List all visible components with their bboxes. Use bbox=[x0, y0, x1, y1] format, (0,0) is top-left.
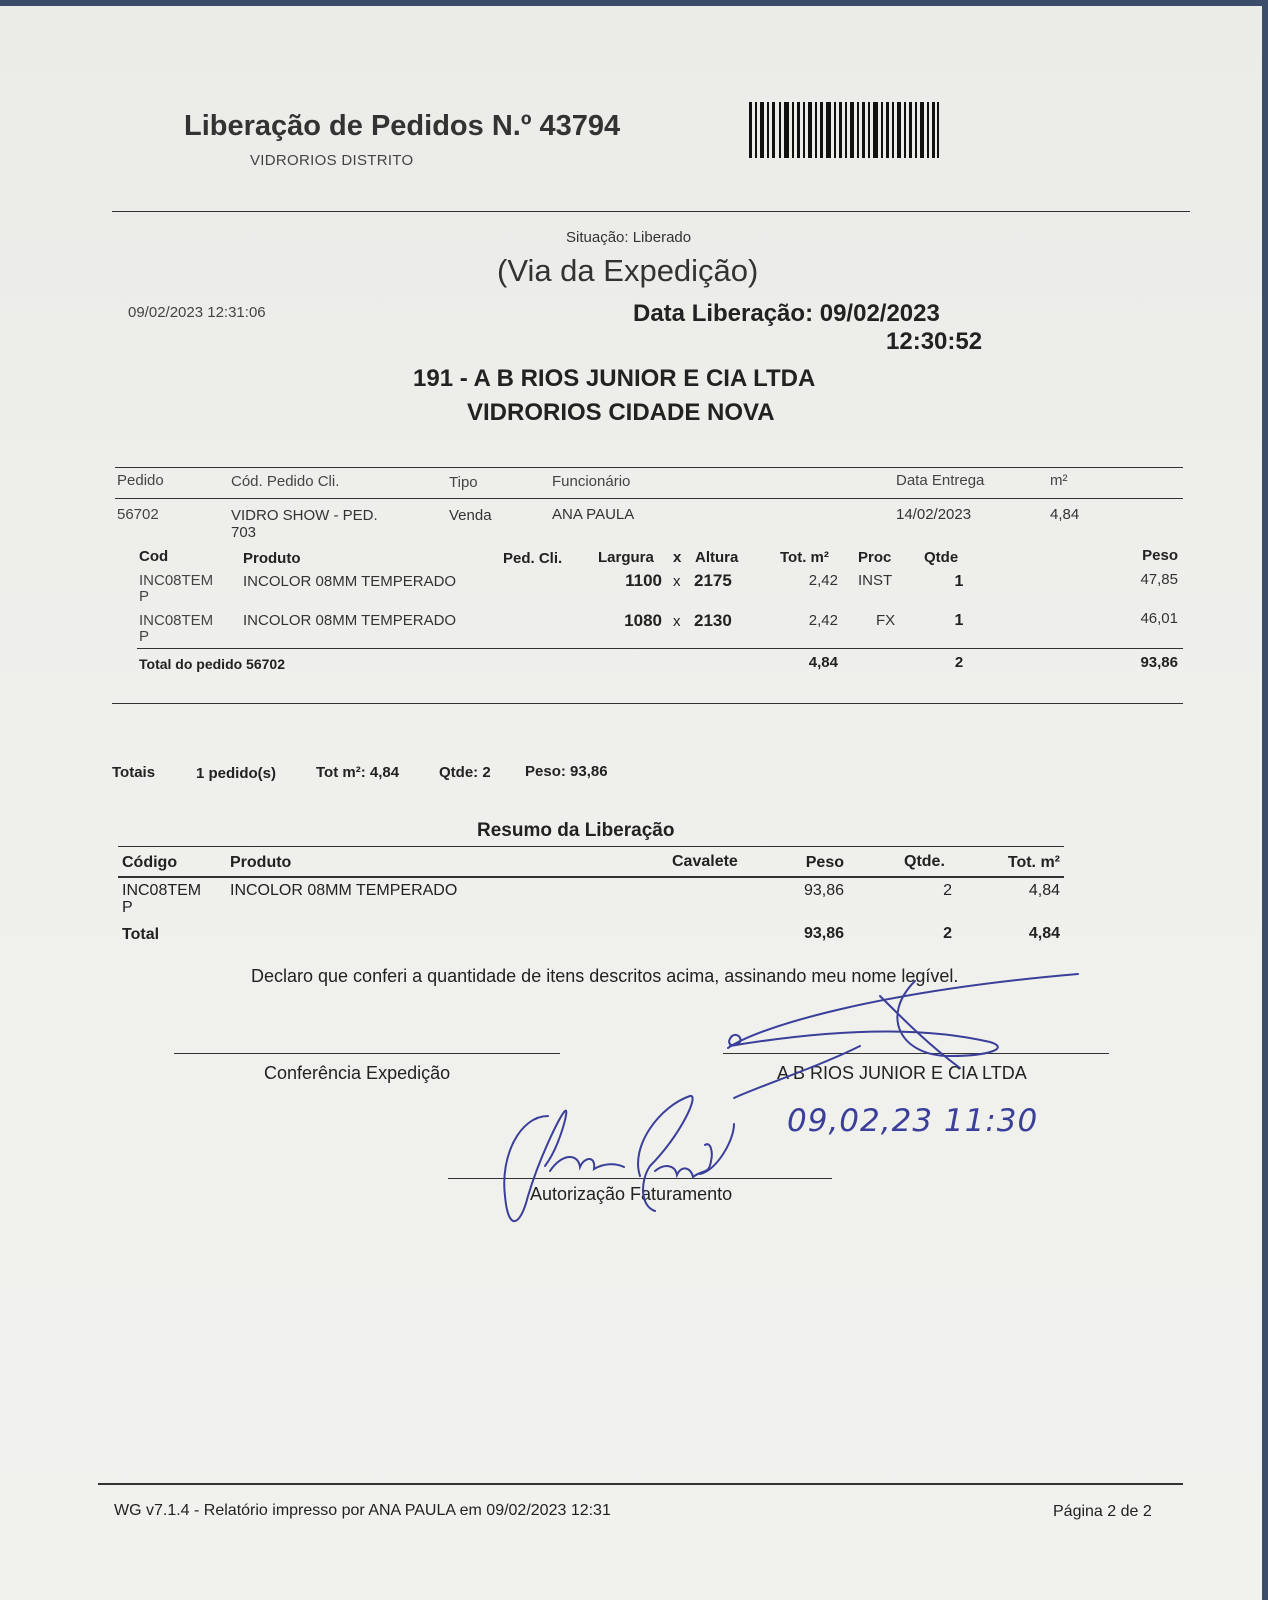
empresa-label: A B RIOS JUNIOR E CIA LTDA bbox=[777, 1063, 1027, 1083]
item-largura: 1080 bbox=[624, 611, 662, 630]
summary-qtde-header: Qtde. bbox=[904, 853, 945, 870]
order-header-rule bbox=[115, 498, 1183, 499]
order-table-top-rule bbox=[115, 467, 1183, 468]
col-funcionario-header: Funcionário bbox=[552, 473, 631, 490]
summary-peso: 93,86 bbox=[803, 882, 844, 899]
summary-header-rule bbox=[118, 876, 1064, 878]
item-x: x bbox=[673, 613, 681, 630]
item-x: x bbox=[673, 573, 681, 590]
header-divider bbox=[112, 211, 1190, 212]
page-number: Página 2 de 2 bbox=[1053, 1503, 1152, 1520]
item-qtde-header: Qtde bbox=[924, 549, 959, 566]
item-cod-cont: P bbox=[139, 588, 150, 605]
item-tot-m2: 2,42 bbox=[808, 572, 838, 589]
summary-codigo-header: Código bbox=[122, 854, 178, 871]
summary-title: Resumo da Liberação bbox=[477, 820, 675, 841]
col-data-entrega-header: Data Entrega bbox=[896, 472, 985, 489]
col-pedido-header: Pedido bbox=[117, 472, 164, 489]
item-altura: 2175 bbox=[694, 571, 732, 590]
status-label: Situação: Liberado bbox=[566, 229, 692, 246]
summary-qtde: 2 bbox=[943, 882, 952, 899]
order-table-bottom-rule bbox=[112, 703, 1183, 704]
order-cod-pedido: VIDRO SHOW - PED. bbox=[231, 507, 378, 524]
document-title: Liberação de Pedidos N.º 43794 bbox=[184, 110, 621, 142]
item-qtde: 1 bbox=[954, 573, 964, 590]
summary-total-peso: 93,86 bbox=[803, 925, 844, 942]
printed-timestamp: 09/02/2023 12:31:06 bbox=[128, 304, 266, 321]
item-peso-header: Peso bbox=[1142, 547, 1178, 564]
item-tot-m2-header: Tot. m² bbox=[780, 549, 829, 566]
summary-produto-header: Produto bbox=[230, 854, 292, 871]
order-total-qtde: 2 bbox=[954, 654, 964, 671]
item-ped-cli-header: Ped. Cli. bbox=[503, 550, 563, 567]
summary-tot-m2-header: Tot. m² bbox=[1007, 854, 1060, 871]
summary-tot-m2: 4,84 bbox=[1028, 882, 1060, 899]
conferencia-label: Conferência Expedição bbox=[264, 1063, 451, 1083]
company-subtitle: VIDRORIOS DISTRITO bbox=[250, 152, 414, 169]
summary-codigo: INC08TEM bbox=[122, 882, 202, 899]
item-altura: 2130 bbox=[694, 611, 732, 630]
order-total-m2: 4,84 bbox=[808, 654, 838, 671]
summary-total-qtde: 2 bbox=[943, 925, 952, 942]
document-page bbox=[0, 6, 1262, 1600]
totals-m2: Tot m²: 4,84 bbox=[316, 764, 400, 781]
item-produto: INCOLOR 08MM TEMPERADO bbox=[243, 612, 457, 629]
order-funcionario: ANA PAULA bbox=[552, 506, 635, 523]
summary-peso-header: Peso bbox=[805, 854, 844, 871]
copy-label: (Via da Expedição) bbox=[497, 253, 759, 288]
totals-peso: Peso: 93,86 bbox=[525, 763, 608, 780]
order-cod-pedido-cont: 703 bbox=[231, 524, 257, 541]
client-store: VIDRORIOS CIDADE NOVA bbox=[467, 399, 775, 426]
handwritten-date: 09,02,23 11:30 bbox=[787, 1103, 1039, 1139]
totals-label: Totais bbox=[112, 764, 156, 781]
autorizacao-label: Autorização Faturamento bbox=[530, 1184, 733, 1204]
order-pedido: 56702 bbox=[117, 506, 159, 523]
item-produto: INCOLOR 08MM TEMPERADO bbox=[243, 573, 457, 590]
order-data-entrega: 14/02/2023 bbox=[896, 506, 972, 523]
order-tipo: Venda bbox=[449, 507, 492, 524]
col-cod-pedido-header: Cód. Pedido Cli. bbox=[231, 473, 340, 490]
item-proc: INST bbox=[858, 572, 893, 589]
item-altura-header: Altura bbox=[695, 549, 739, 566]
order-m2: 4,84 bbox=[1050, 506, 1080, 523]
item-cod: INC08TEM bbox=[139, 612, 214, 629]
signature-line-conferencia bbox=[174, 1053, 560, 1054]
totals-pedidos: 1 pedido(s) bbox=[196, 765, 277, 782]
declaration-text: Declaro que conferi a quantidade de itens descritos acima, assinando meu nome legível. bbox=[251, 966, 959, 986]
signature-line-empresa bbox=[723, 1053, 1109, 1054]
order-total-peso: 93,86 bbox=[1140, 654, 1178, 671]
item-qtde: 1 bbox=[954, 612, 964, 629]
summary-total-label: Total bbox=[122, 926, 160, 943]
item-proc-header: Proc bbox=[858, 549, 892, 566]
item-largura: 1100 bbox=[625, 571, 662, 590]
item-cod-header: Cod bbox=[139, 548, 169, 565]
client-name: 191 - A B RIOS JUNIOR E CIA LTDA bbox=[413, 365, 816, 392]
footer-rule bbox=[98, 1483, 1183, 1485]
item-peso: 46,01 bbox=[1140, 610, 1178, 627]
col-m2-header: m² bbox=[1050, 472, 1068, 489]
order-total-rule bbox=[137, 648, 1183, 649]
item-tot-m2: 2,42 bbox=[808, 612, 838, 629]
item-peso: 47,85 bbox=[1140, 571, 1178, 588]
totals-qtde: Qtde: 2 bbox=[439, 764, 491, 781]
signature-line-autorizacao bbox=[448, 1178, 832, 1179]
summary-total-tot-m2: 4,84 bbox=[1028, 925, 1060, 942]
summary-produto: INCOLOR 08MM TEMPERADO bbox=[230, 882, 458, 899]
release-date: Data Liberação: 09/02/2023 bbox=[633, 300, 940, 327]
summary-cavalete-header: Cavalete bbox=[672, 853, 738, 870]
item-largura-header: Largura bbox=[598, 549, 654, 566]
footer-printed-by: WG v7.1.4 - Relatório impresso por ANA PAULA em 09/02/2023 12:31 bbox=[114, 1502, 611, 1519]
item-produto-header: Produto bbox=[243, 550, 301, 567]
item-cod-cont: P bbox=[139, 628, 150, 645]
summary-top-rule bbox=[118, 846, 1064, 847]
summary-codigo-cont: P bbox=[122, 899, 133, 916]
order-total-label: Total do pedido 56702 bbox=[139, 656, 285, 672]
item-proc: FX bbox=[876, 612, 896, 629]
item-cod: INC08TEM bbox=[139, 572, 214, 589]
col-tipo-header: Tipo bbox=[449, 474, 478, 491]
item-x-header: x bbox=[673, 549, 682, 566]
release-time: 12:30:52 bbox=[886, 328, 983, 355]
barcode-image bbox=[749, 102, 939, 158]
